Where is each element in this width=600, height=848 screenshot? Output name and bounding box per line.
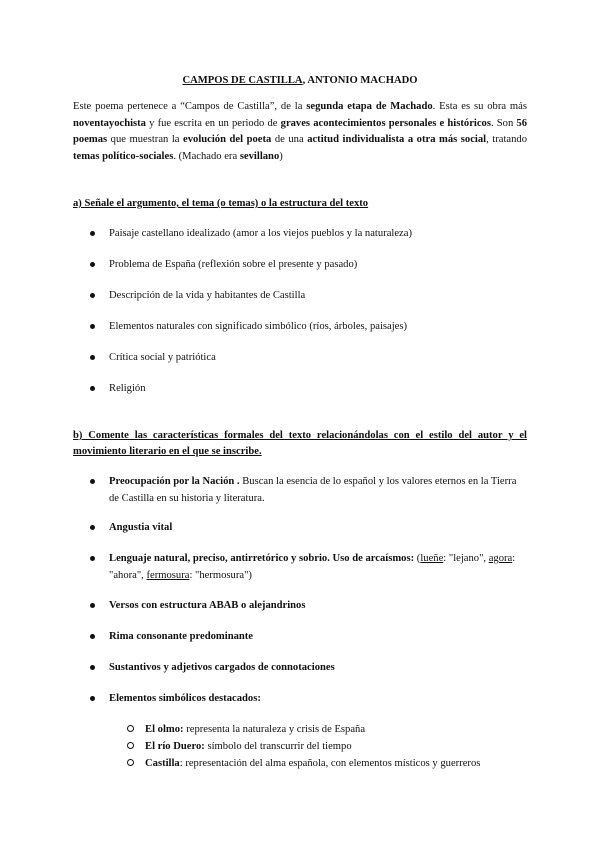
intro-segment: Este poema pertenece a “Campos de Castilla”, de la xyxy=(73,101,307,112)
work-title: CAMPOS DE CASTILLA xyxy=(182,75,303,86)
bullet-icon xyxy=(90,603,95,608)
intro-segment: , tratando xyxy=(486,134,527,145)
intro-segment: de una xyxy=(271,134,308,145)
intro-bold-segment: actitud individualista a otra más social xyxy=(307,134,487,145)
bullet-icon xyxy=(90,231,95,236)
intro-bold-segment: evolución del poeta xyxy=(183,134,272,145)
section-a-heading: a) Señale el argumento, el tema (o temas) o la estructura del texto xyxy=(73,198,369,209)
bullet-icon xyxy=(90,386,95,391)
intro-bold-segment: segunda etapa de Machado xyxy=(306,101,433,112)
intro-bold-segment: 56 poemas xyxy=(73,117,528,145)
bullet-icon xyxy=(90,262,95,267)
intro-segment: y fue escrita en un periodo de xyxy=(145,117,281,129)
circle-bullet-icon xyxy=(127,759,134,766)
bullet-icon xyxy=(90,634,95,639)
intro-bold-segment: noventayochista xyxy=(73,117,146,129)
intro-segment: . Esta es su obra más xyxy=(432,101,527,112)
intro-segment: . (Machado era xyxy=(173,150,240,162)
author-name: ANTONIO MACHADO xyxy=(307,75,418,86)
intro-segment: . Son xyxy=(490,117,517,129)
intro-bold-segment: graves acontecimientos personales e históricos xyxy=(280,117,491,129)
circle-bullet-icon xyxy=(127,725,134,732)
intro-paragraph xyxy=(73,99,527,165)
section-b-heading: b) Comente las características formales del texto relacionándolas con el estilo del autor y el movimiento literario en el que se inscribe. xyxy=(73,430,527,457)
bullet-icon xyxy=(90,665,95,670)
bullet-icon xyxy=(90,324,95,329)
bullet-icon xyxy=(90,525,95,530)
circle-bullet-icon xyxy=(127,742,134,749)
intro-segment: que muestran la xyxy=(107,134,184,145)
bullet-icon xyxy=(90,355,95,360)
intro-bold-segment: sevillano xyxy=(239,150,280,162)
page-title: CAMPOS DE CASTILLA, ANTONIO MACHADO xyxy=(182,75,418,86)
intro-segment: ) xyxy=(279,150,283,162)
bullet-icon xyxy=(90,293,95,298)
document-page: CAMPOS DE CASTILLA, ANTONIO MACHADO Este poema pertenece a “Campos de Castilla”, de la segunda etapa de Machado. Esta es su obra más noventayochista y fue escrita en un periodo de graves acontecimientos personales e históricos. Son 56 poemas que muestran la evolución del poeta de una actitud individualista a otra más social, tratando temas político-sociales. (Machado era sevillano) a) Señale el argumento, el tema (o temas) o la estructura del texto Paisaje castellano idealizado (amor a los viejos pueblos y la naturaleza) Problema de España (reflexión sobre el presente y pasado) Descripción de la vida y habitantes de Castilla Elementos naturales con significado simbólico (ríos, árboles, paisajes) Crítica social y patriótica Religión b) Comente las características formales del texto relacionándolas con el estilo del autor y el movimiento literario en el que se inscribe. Preocupación por la Nación . Buscan la esencia de lo español y los valores eternos en la Tierra de Castilla en su historia y literatura. Angustia vital Lenguaje natural, preciso, antirretórico y sobrio. Uso de arcaísmos: (lueñe: "lejano", agora: "ahora", fermosura: "hermosura") Versos con estructura ABAB o alejandrinos Rima consonante predominante Sustantivos y adjetivos cargados de connotaciones Elementos simbólicos destacados: El olmo: representa la naturaleza y crisis de España El río Duero: símbolo del transcurrir del tiempo Castilla: representación del alma española, con elementos místicos y guerreros xyxy=(0,0,600,848)
bullet-icon xyxy=(90,556,95,561)
bullet-icon xyxy=(90,696,95,701)
intro-bold-segment: temas político-sociales xyxy=(73,150,174,162)
bullet-icon xyxy=(90,479,95,484)
